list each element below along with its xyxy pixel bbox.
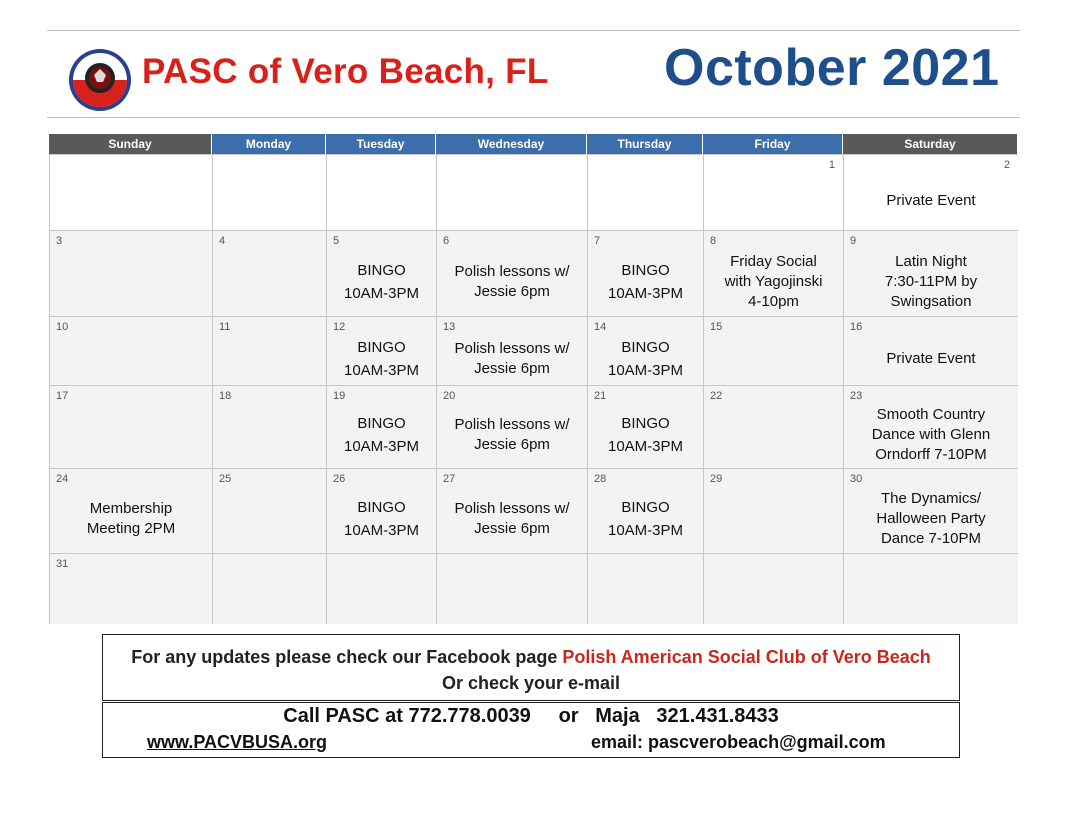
day-number: 7: [594, 235, 601, 247]
header-rule: [47, 117, 1020, 118]
pasc-emblem-icon: [68, 48, 132, 112]
top-rule: [47, 30, 1020, 31]
day-header-monday: Monday: [212, 134, 326, 154]
day-number: 3: [56, 235, 63, 247]
day-number: 31: [56, 558, 69, 570]
empty-day-cell: [326, 553, 436, 624]
day-cell-9: [843, 230, 1018, 316]
email-notice: Or check your e-mail: [441, 673, 621, 693]
day-cell-19: [326, 385, 436, 468]
event-text: Polish lessons w/ Jessie 6pm: [454, 340, 570, 377]
facebook-notice: [103, 647, 959, 668]
empty-day-cell: [212, 154, 326, 230]
day-number: 30: [850, 473, 863, 485]
day-cell-25: [212, 468, 326, 553]
event-text: Latin Night 7:30-11PM by Swingsation: [884, 252, 978, 310]
day-cell-27: [436, 468, 587, 553]
website-link[interactable]: www.PACVBUSA.org: [147, 732, 328, 752]
day-cell-5: [326, 230, 436, 316]
event-text: Private Event: [886, 350, 976, 367]
day-cell-13: [436, 316, 587, 385]
event-text: BINGO 10AM-3PM: [343, 261, 420, 302]
day-number: 22: [710, 390, 723, 402]
day-cell-12: [326, 316, 436, 385]
empty-day-cell: [587, 154, 703, 230]
event-text: Polish lessons w/ Jessie 6pm: [454, 416, 570, 453]
day-number: 28: [594, 473, 607, 485]
day-number: 8: [710, 235, 717, 247]
day-cell-21: [587, 385, 703, 468]
facebook-notice-text: For any updates please check our Facebook page: [131, 647, 563, 667]
month-title: October 2021: [664, 39, 1000, 97]
phone-contacts: Call PASC at 772.778.0039 or Maja 321.431.8433: [283, 705, 779, 727]
day-cell-31: [49, 553, 212, 624]
day-number: 13: [443, 321, 456, 333]
day-number: 1: [828, 159, 835, 171]
day-cell-1: [703, 154, 843, 230]
day-number: 25: [219, 473, 232, 485]
event-text: The Dynamics/ Halloween Party Dance 7-10PM: [876, 490, 986, 547]
day-cell-22: [703, 385, 843, 468]
day-cell-15: [703, 316, 843, 385]
day-number: 23: [850, 390, 863, 402]
day-header-tuesday: Tuesday: [326, 134, 436, 154]
empty-day-cell: [49, 154, 212, 230]
day-number: 11: [219, 321, 231, 333]
day-number: 27: [443, 473, 456, 485]
facebook-page-link[interactable]: Polish American Social Club of Vero Beach: [562, 647, 931, 667]
event-text: BINGO 10AM-3PM: [343, 499, 420, 539]
day-cell-11: [212, 316, 326, 385]
day-number: 17: [56, 390, 69, 402]
day-cell-2: [843, 154, 1018, 230]
footer-contact: [102, 702, 960, 758]
day-header-friday: Friday: [703, 134, 843, 154]
day-cell-4: [212, 230, 326, 316]
day-cell-23: [843, 385, 1018, 468]
day-number: 10: [56, 321, 69, 333]
day-number: 9: [850, 235, 857, 247]
empty-day-cell: [326, 154, 436, 230]
day-number: 4: [219, 235, 226, 247]
day-header-saturday: Saturday: [843, 134, 1018, 154]
day-number: 18: [219, 390, 232, 402]
day-number: 29: [710, 473, 723, 485]
day-number: 2: [1003, 159, 1010, 171]
event-text: BINGO 10AM-3PM: [343, 339, 420, 379]
empty-day-cell: [436, 553, 587, 624]
day-cell-8: [703, 230, 843, 316]
day-cell-18: [212, 385, 326, 468]
day-cell-26: [326, 468, 436, 553]
event-text: BINGO 10AM-3PM: [607, 499, 684, 539]
day-number: 12: [333, 321, 346, 333]
day-number: 5: [333, 235, 340, 247]
day-cell-30: [843, 468, 1018, 553]
day-number: 24: [56, 473, 69, 485]
event-text: Polish lessons w/ Jessie 6pm: [454, 262, 570, 300]
event-text: BINGO 10AM-3PM: [607, 339, 684, 379]
day-cell-7: [587, 230, 703, 316]
day-cell-10: [49, 316, 212, 385]
day-number: 6: [443, 235, 450, 247]
day-cell-17: [49, 385, 212, 468]
event-text: Private Event: [886, 191, 976, 209]
day-number: 14: [594, 321, 607, 333]
calendar-grid: [49, 134, 1018, 624]
day-cell-16: [843, 316, 1018, 385]
day-cell-29: [703, 468, 843, 553]
day-cell-24: [49, 468, 212, 553]
day-number: 20: [443, 390, 456, 402]
day-cell-20: [436, 385, 587, 468]
event-text: Polish lessons w/ Jessie 6pm: [454, 500, 570, 537]
event-text: BINGO 10AM-3PM: [343, 415, 420, 455]
day-number: 26: [333, 473, 346, 485]
footer-notice: [102, 634, 960, 701]
day-cell-3: [49, 230, 212, 316]
empty-day-cell: [587, 553, 703, 624]
day-cell-28: [587, 468, 703, 553]
day-number: 16: [850, 321, 863, 333]
empty-day-cell: [436, 154, 587, 230]
day-number: 19: [333, 390, 346, 402]
event-text: BINGO 10AM-3PM: [607, 415, 684, 455]
empty-day-cell: [843, 553, 1018, 624]
event-text: BINGO 10AM-3PM: [607, 261, 684, 302]
day-number: 15: [710, 321, 723, 333]
day-header-thursday: Thursday: [587, 134, 703, 154]
event-text: Membership Meeting 2PM: [86, 500, 176, 537]
empty-day-cell: [212, 553, 326, 624]
empty-day-cell: [703, 553, 843, 624]
event-text: Smooth Country Dance with Glenn Orndorff 7-10PM: [871, 406, 991, 463]
day-cell-14: [587, 316, 703, 385]
event-text: Friday Social with Yagojinski 4-10pm: [724, 252, 823, 310]
day-header-sunday: Sunday: [49, 134, 212, 154]
day-number: 21: [594, 390, 607, 402]
day-header-wednesday: Wednesday: [436, 134, 587, 154]
day-cell-6: [436, 230, 587, 316]
email-address[interactable]: email: pascverobeach@gmail.com: [591, 732, 886, 752]
org-name: PASC of Vero Beach, FL: [142, 52, 549, 91]
